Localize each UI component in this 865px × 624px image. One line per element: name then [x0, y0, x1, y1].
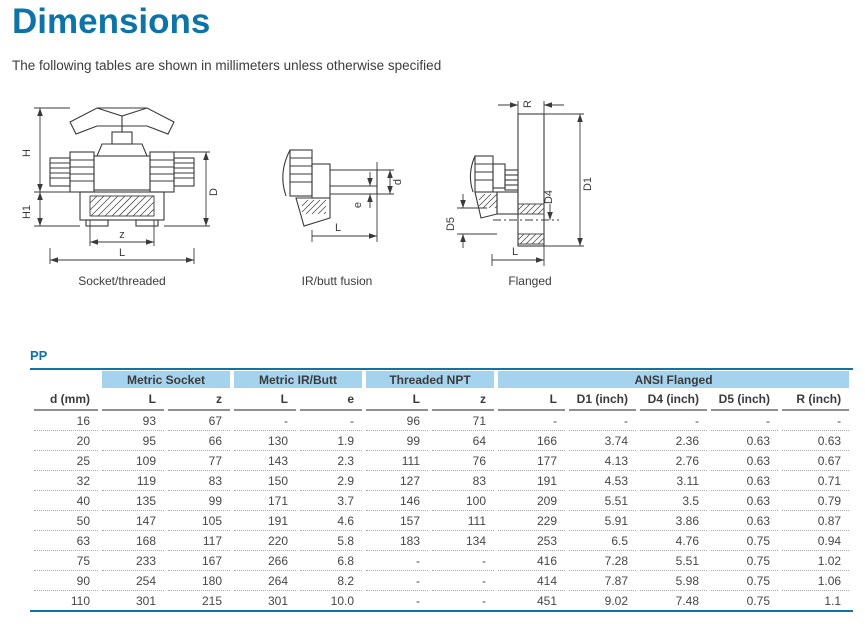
page-subtitle: The following tables are shown in millimeters unless otherwise specified [12, 58, 442, 73]
valve-flanged-outline [470, 114, 544, 246]
table-cell: 105 [168, 511, 230, 531]
table-row [34, 471, 849, 491]
table-cell: 264 [234, 571, 296, 591]
table-cell: 96 [366, 411, 428, 431]
table-row [34, 451, 849, 471]
hatch-area [302, 200, 326, 214]
column-header: L [498, 388, 565, 411]
table-cell: - [569, 411, 636, 431]
table-cell: 0.79 [782, 491, 849, 511]
table-cell: 111 [432, 511, 494, 531]
table-cell: 180 [168, 571, 230, 591]
ir-butt-drawing [262, 142, 412, 268]
table-cell: 233 [102, 551, 164, 571]
table-cell: 127 [366, 471, 428, 491]
dim-label-R: R [522, 100, 534, 108]
table-cell: 171 [234, 491, 296, 511]
table-cell: 168 [102, 531, 164, 551]
dimension-labels [335, 179, 404, 234]
column-header: L [102, 388, 164, 411]
table-cell: - [300, 411, 362, 431]
table-cell: 130 [234, 431, 296, 451]
table-cell: 109 [102, 451, 164, 471]
table-cell: 0.67 [782, 451, 849, 471]
diagram-ir-butt-fusion [262, 142, 412, 288]
table-cell: 9.02 [604, 593, 629, 608]
table-row [34, 431, 849, 451]
table-cell: 2.9 [300, 471, 362, 491]
table-row [34, 411, 849, 431]
column-header: R (inch) [782, 388, 849, 411]
table-cell: 0.63 [711, 471, 778, 491]
table-cell: 67 [168, 411, 230, 431]
table-cell: 76 [432, 451, 494, 471]
table-row [34, 591, 849, 610]
table-cell: 1.1 [824, 593, 842, 608]
table-cell: 4.76 [640, 531, 707, 551]
row-size-cell: 90 [34, 571, 98, 591]
row-size-cell: 20 [34, 431, 98, 451]
flanged-drawing [435, 96, 625, 268]
table-row [34, 491, 849, 511]
table-cell: 2.76 [640, 451, 707, 471]
table-cell: - [366, 571, 428, 591]
table-cell: 451 [536, 593, 558, 608]
table-cell: 191 [498, 471, 565, 491]
table-cell: 0.63 [782, 431, 849, 451]
table-cell: 414 [498, 571, 565, 591]
dim-label-z: z [119, 229, 125, 241]
valve-side-outline [283, 150, 377, 226]
hatch-area [90, 196, 154, 216]
column-header: D5 (inch) [711, 388, 778, 411]
table-cell: 229 [498, 511, 565, 531]
table-cell: 3.74 [569, 431, 636, 451]
diagram-flanged [435, 96, 625, 288]
column-header: L [234, 388, 296, 411]
dim-label-L: L [511, 246, 519, 258]
table-cell: 166 [498, 431, 565, 451]
table-cell: - [640, 411, 707, 431]
table-section-label: PP [30, 348, 48, 363]
table-cell: 0.71 [782, 471, 849, 491]
table-cell: 77 [168, 451, 230, 471]
table-cell: 7.28 [569, 551, 636, 571]
table-cell: 0.75 [746, 593, 771, 608]
row-size-cell: 25 [34, 451, 98, 471]
table-cell: 209 [498, 491, 565, 511]
hatch-area-foot [479, 194, 497, 208]
row-size-cell: 110 [70, 593, 90, 608]
table-cell: 119 [102, 471, 164, 491]
table-cell: 7.87 [569, 571, 636, 591]
table-cell: 0.75 [711, 531, 778, 551]
table-cell: 5.8 [300, 531, 362, 551]
table-cell: 83 [168, 471, 230, 491]
table-cell: 191 [234, 511, 296, 531]
table-cell: 4.6 [300, 511, 362, 531]
table-cell: - [482, 593, 487, 608]
dim-label-L: L [118, 247, 126, 259]
table-row [34, 551, 849, 571]
column-header: D1 (inch) [569, 388, 636, 411]
table-cell: 6.5 [569, 531, 636, 551]
table-cell: 1.02 [782, 551, 849, 571]
row-size-cell: 32 [34, 471, 98, 491]
table-cell: 0.63 [711, 451, 778, 471]
table-cell: 0.63 [711, 511, 778, 531]
table-cell: - [432, 551, 494, 571]
table-cell: 301 [135, 593, 156, 608]
table-cell: 0.75 [711, 571, 778, 591]
table-cell: 220 [234, 531, 296, 551]
table-cell: 177 [498, 451, 565, 471]
table-cell: - [416, 593, 420, 608]
table-cell: 3.7 [300, 491, 362, 511]
table-cell: 167 [168, 551, 230, 571]
table-cell: 1.9 [300, 431, 362, 451]
table-cell: 5.51 [640, 551, 707, 571]
table-cell: 301 [267, 593, 288, 608]
diagram-socket-threaded [14, 100, 230, 288]
dim-label-D1: D1 [582, 176, 594, 192]
table-cell: 3.86 [640, 511, 707, 531]
table-cell: 146 [366, 491, 428, 511]
group-header: ANSI Flanged [498, 371, 849, 388]
table-cell: 135 [102, 491, 164, 511]
table-cell: 8.2 [300, 571, 362, 591]
table-cell: 99 [366, 431, 428, 451]
table-cell: - [782, 411, 849, 431]
table-cell: 2.3 [300, 451, 362, 471]
diagram-caption-flanged: Flanged [508, 274, 552, 288]
group-header: Threaded NPT [366, 371, 494, 388]
table-cell: 4.13 [569, 451, 636, 471]
table-cell: 93 [102, 411, 164, 431]
socket-threaded-drawing [14, 100, 230, 268]
column-header: e [300, 388, 362, 411]
row-size-cell: 50 [34, 511, 98, 531]
table-cell: - [234, 411, 296, 431]
table-cell: 5.91 [569, 511, 636, 531]
dim-label-H: H [21, 149, 33, 157]
table-cell: 3.5 [640, 491, 707, 511]
table-cell: 5.51 [569, 491, 636, 511]
table-cell: 416 [498, 551, 565, 571]
column-header: L [366, 388, 428, 411]
row-size-cell: 75 [34, 551, 98, 571]
table-cell: 7.48 [675, 593, 700, 608]
table-cell: 99 [168, 491, 230, 511]
table-cell: 253 [498, 531, 565, 551]
table-cell: 3.11 [640, 471, 707, 491]
table-cell: 0.75 [711, 551, 778, 571]
table-cell: 147 [102, 511, 164, 531]
table-cell: - [498, 411, 565, 431]
corner-spacer [34, 371, 98, 388]
table-cell: - [366, 551, 428, 571]
table-cell: 134 [432, 531, 494, 551]
table-cell: 157 [366, 511, 428, 531]
table-cell: 0.63 [711, 491, 778, 511]
table-cell: 2.36 [640, 431, 707, 451]
dim-label-H1: H1 [21, 204, 33, 220]
table-cell: 111 [366, 451, 428, 471]
table-cell: 64 [432, 431, 494, 451]
table-row [34, 571, 849, 591]
table-cell: 1.06 [782, 571, 849, 591]
pp-dimension-table [30, 371, 853, 610]
valve-front-outline [50, 108, 194, 226]
table-cell: 266 [234, 551, 296, 571]
diagram-caption-ir-butt: IR/butt fusion [301, 274, 373, 288]
column-header: D4 (inch) [640, 388, 707, 411]
table-cell: 183 [366, 531, 428, 551]
table-cell: 83 [432, 471, 494, 491]
dim-label-D: D [208, 188, 220, 196]
group-header: Metric Socket [102, 371, 230, 388]
row-size-cell: 40 [34, 491, 98, 511]
table-cell: 143 [234, 451, 296, 471]
table-cell: 117 [168, 531, 230, 551]
diagram-caption-socket-threaded: Socket/threaded [78, 274, 166, 288]
table-cell: - [432, 571, 494, 591]
row-size-cell: 16 [34, 411, 98, 431]
table-cell: 254 [102, 571, 164, 591]
row-size-cell: 63 [34, 531, 98, 551]
group-header: Metric IR/Butt [234, 371, 362, 388]
dim-label-D5: D5 [445, 216, 457, 232]
dim-label-L: L [334, 222, 342, 234]
column-header-row [34, 388, 849, 411]
table-cell: 66 [168, 431, 230, 451]
dimension-labels [21, 149, 220, 259]
table-cell: 71 [432, 411, 494, 431]
table-cell: 0.87 [782, 511, 849, 531]
hatch-area-flange-upper [518, 204, 544, 214]
table-cell: 4.53 [569, 471, 636, 491]
table-cell: 10.0 [330, 593, 354, 608]
column-header: z [432, 388, 494, 411]
table-cell: 5.98 [640, 571, 707, 591]
table-cell: 215 [201, 593, 222, 608]
hatch-area-flange-lower [518, 234, 544, 244]
table-cell: 6.8 [300, 551, 362, 571]
table-cell: 0.63 [711, 431, 778, 451]
dim-label-d: d [392, 178, 404, 186]
dim-label-e: e [352, 201, 364, 209]
table-cell: 95 [102, 431, 164, 451]
dimension-lines [457, 101, 584, 266]
table-row [34, 511, 849, 531]
table-cell: 100 [432, 491, 494, 511]
column-header: z [168, 388, 230, 411]
dim-label-D4: D4 [543, 189, 555, 205]
table-cell: 150 [234, 471, 296, 491]
table-cell: 0.94 [782, 531, 849, 551]
dimension-table-wrap [30, 368, 853, 612]
page-title: Dimensions [12, 2, 211, 41]
group-header-row [34, 371, 849, 388]
table-row [34, 531, 849, 551]
column-header-d-mm: d (mm) [34, 388, 98, 411]
table-cell: - [711, 411, 778, 431]
